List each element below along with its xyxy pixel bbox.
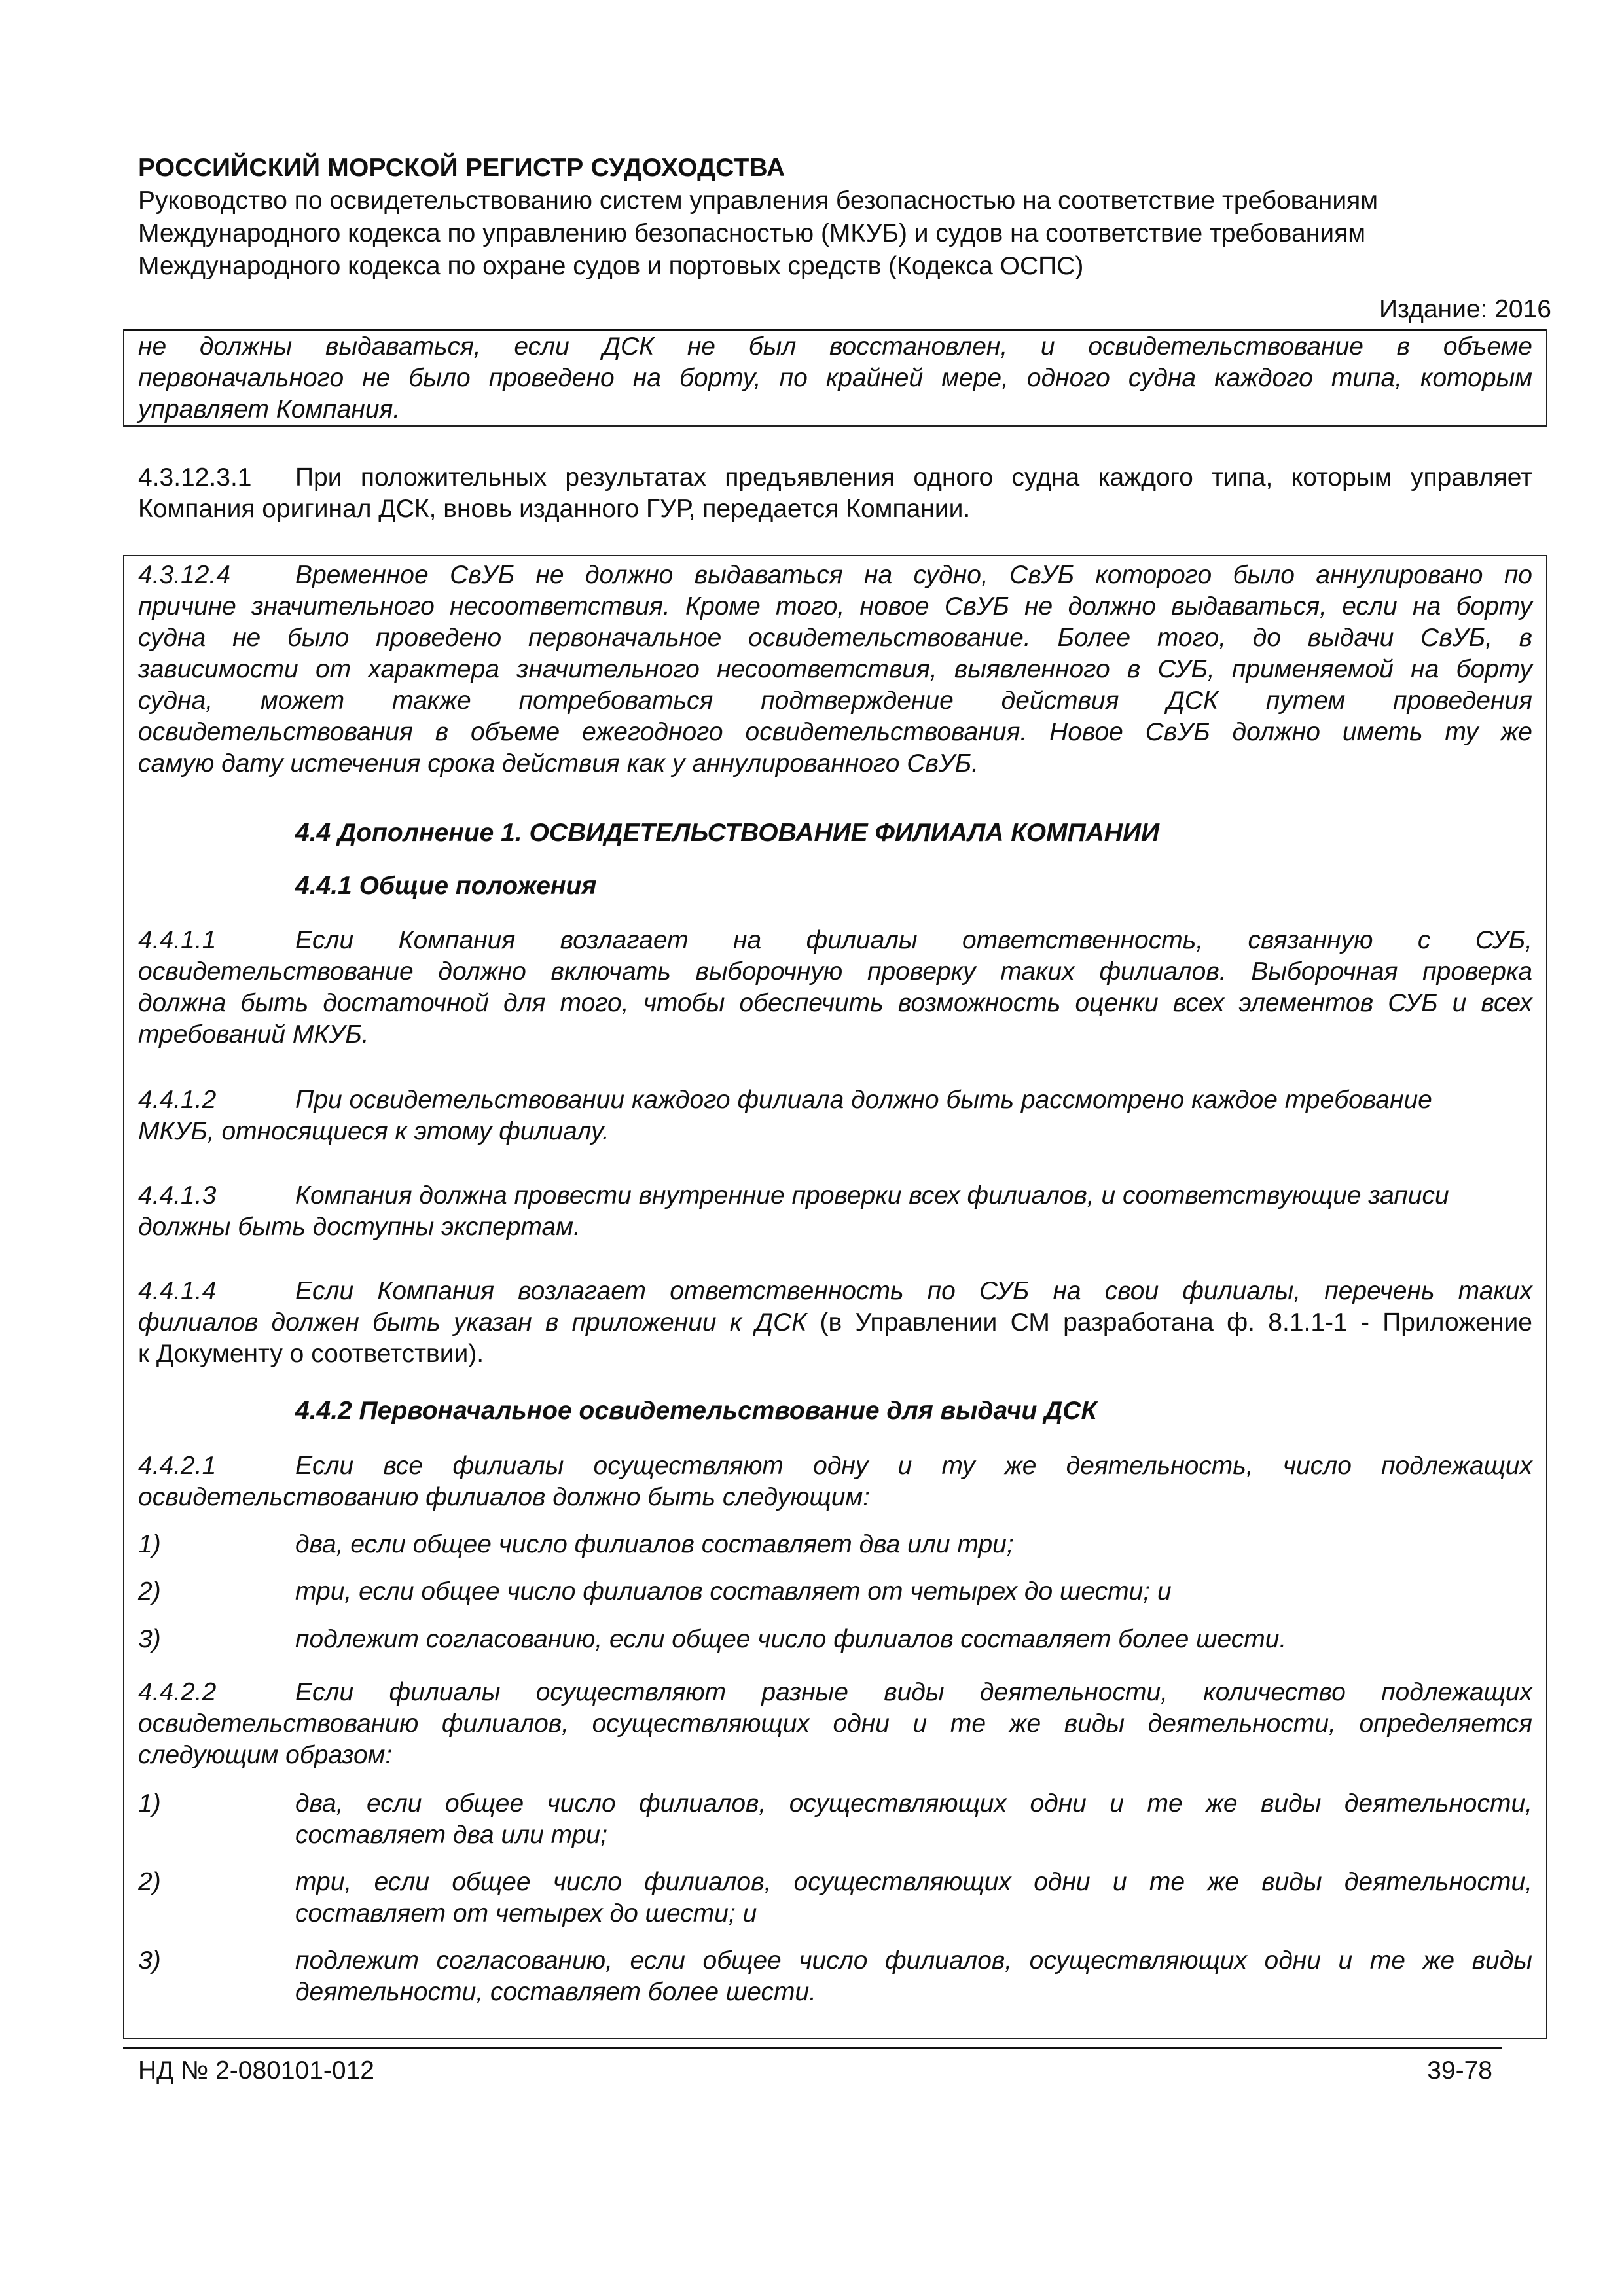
text-line: судна, может также потребоваться подтверждение действия ДСК путем проведения: [138, 687, 1532, 715]
list-number: 3): [138, 1625, 161, 1653]
text-line: следующим образом:: [138, 1741, 393, 1769]
list-number: 2): [138, 1868, 161, 1896]
paragraph-text-italic: филиалов должен быть указан в приложении к ДСК: [138, 1308, 807, 1336]
edition-label: Издание: 2016: [1379, 295, 1551, 323]
section-heading-4-4-2: 4.4.2 Первоначальное освидетельствование для выдачи ДСК: [295, 1397, 1097, 1425]
text-line: не должны выдаваться, если ДСК не был восстановлен, и освидетельствование в объеме: [138, 332, 1532, 361]
paragraph-text: Компания должна провести внутренние проверки всех филиалов, и соответствующие записи: [295, 1181, 1449, 1210]
paragraph-text: При освидетельствовании каждого филиала должно быть рассмотрено каждое требование: [295, 1086, 1432, 1114]
subtitle-line: Международного кодекса по охране судов и портовых средств (Кодекса ОСПС): [138, 252, 1084, 280]
text-line: два, если общее число филиалов, осуществляющих одни и те же виды деятельности,: [295, 1789, 1532, 1818]
list-number: 1): [138, 1530, 161, 1558]
paragraph-text: Если все филиалы осуществляют одну и ту же деятельность, число подлежащих: [295, 1452, 1532, 1480]
amendment-text-top: [138, 331, 1532, 425]
page-number: 39-78: [1427, 2056, 1492, 2085]
list-number: 1): [138, 1789, 161, 1818]
text-line: Компания оригинал ДСК, вновь изданного ГУР, передается Компании.: [138, 495, 971, 523]
text-line: составляет два или три;: [295, 1821, 607, 1849]
list-text: [295, 1945, 1532, 2008]
list-text: [295, 1788, 1532, 1851]
text-line: судна не было проведено первоначальное освидетельствование. Более того, до выдачи СвУБ, в: [138, 624, 1532, 652]
text-line: освидетельствование должно включать выборочную проверку таких филиалов. Выборочная проверка: [138, 958, 1532, 986]
text-line: самую дату истечения срока действия как у аннулированного СвУБ.: [138, 749, 979, 778]
list-text: три, если общее число филиалов составляет от четырех до шести; и: [295, 1577, 1172, 1605]
paragraph-4-4-1-1: [138, 925, 1532, 1050]
list-number: 3): [138, 1946, 161, 1975]
section-heading-4-4: 4.4 Дополнение 1. ОСВИДЕТЕЛЬСТВОВАНИЕ ФИЛИАЛА КОМПАНИИ: [295, 819, 1160, 847]
paragraph-4-4-2-2: [138, 1677, 1532, 1771]
list-text: подлежит согласованию, если общее число филиалов составляет более шести.: [295, 1625, 1287, 1653]
text-line: управляет Компания.: [138, 395, 401, 423]
document-subtitle: [138, 185, 1545, 283]
text-line: освидетельствованию филиалов должно быть следующим:: [138, 1483, 871, 1511]
text-line: должны быть доступны экспертам.: [138, 1213, 581, 1241]
subtitle-line: Международного кодекса по управлению безопасностью (МКУБ) и судов на соответствие требованиям: [138, 219, 1366, 247]
list-text: [295, 1867, 1532, 1929]
text-line: требований МКУБ.: [138, 1020, 369, 1049]
paragraph-text: При положительных результатах предъявления одного судна каждого типа, которым управляет: [295, 463, 1532, 492]
paragraph-text-plain: (в Управлении СМ разработана ф. 8.1.1-1 - Приложение: [806, 1308, 1532, 1336]
text-line: причине значительного несоответствия. Кроме того, новое СвУБ не должно выдаваться, если на борту: [138, 592, 1532, 620]
paragraph-text: Если филиалы осуществляют разные виды деятельности, количество подлежащих: [295, 1678, 1532, 1706]
text-line: должна быть достаточной для того, чтобы обеспечить возможность оценки всех элементов СУБ и всех: [138, 989, 1532, 1017]
document-number: НД № 2-080101-012: [138, 2056, 374, 2085]
footer-divider: [123, 2047, 1502, 2049]
text-line: [138, 1085, 1532, 1116]
paragraph-4-4-1-3: [138, 1180, 1532, 1243]
paragraph-text: Временное СвУБ не должно выдаваться на судно, СвУБ которого было аннулировано по: [295, 561, 1532, 589]
paragraph-4-4-2-1: [138, 1450, 1532, 1513]
section-heading-4-4-1: 4.4.1 Общие положения: [295, 872, 597, 900]
organization-title: РОССИЙСКИЙ МОРСКОЙ РЕГИСТР СУДОХОДСТВА: [138, 154, 785, 182]
paragraph-number: 4.4.2.1: [138, 1452, 217, 1480]
paragraph-text: Если Компания возлагает на филиалы ответственность, связанную с СУБ,: [295, 926, 1532, 954]
paragraph-number: 4.4.2.2: [138, 1678, 217, 1706]
paragraph-4-4-1-2: [138, 1085, 1532, 1147]
list-item: [138, 1867, 1532, 1929]
text-line: первоначального не было проведено на борту, по крайней мере, одного судна каждого типа, которым: [138, 364, 1532, 392]
text-line: к Документу о соответствии).: [138, 1340, 484, 1368]
list-text: два, если общее число филиалов составляет два или три;: [295, 1530, 1014, 1558]
list-item: [138, 1945, 1532, 2008]
text-line: [138, 1677, 1532, 1708]
text-line: [138, 925, 1532, 956]
text-line: составляет от четырех до шести; и: [295, 1899, 757, 1928]
text-line: зависимости от характера значительного несоответствия, выявленного в СУБ, применяемой на борту: [138, 655, 1532, 683]
text-line: [138, 560, 1532, 591]
paragraph-number: 4.4.1.1: [138, 926, 217, 954]
subtitle-line: Руководство по освидетельствованию систем управления безопасностью на соответствие требованиям: [138, 187, 1379, 215]
text-line: [138, 1307, 1532, 1338]
text-line: [138, 1276, 1532, 1307]
paragraph-number: 4.4.1.3: [138, 1181, 217, 1210]
paragraph-number: 4.3.12.4: [138, 561, 230, 589]
text-line: деятельности, составляет более шести.: [295, 1978, 816, 2006]
text-line: [138, 1450, 1532, 1482]
text-line: [138, 1180, 1532, 1211]
list-item: [138, 1788, 1532, 1851]
paragraph-number: 4.4.1.4: [138, 1277, 217, 1305]
paragraph-text: Если Компания возлагает ответственность по СУБ на свои филиалы, перечень таких: [295, 1277, 1532, 1305]
text-line: МКУБ, относящиеся к этому филиалу.: [138, 1117, 609, 1145]
paragraph-number: 4.3.12.3.1: [138, 463, 252, 492]
text-line: подлежит согласованию, если общее число филиалов, осуществляющих одни и те же виды: [295, 1946, 1532, 1975]
paragraph-4-3-12-3-1: [138, 462, 1532, 525]
text-line: три, если общее число филиалов, осуществляющих одни и те же виды деятельности,: [295, 1868, 1532, 1896]
paragraph-4-3-12-4: [138, 560, 1532, 780]
text-line: освидетельствования в объеме ежегодного освидетельствования. Новое СвУБ должно иметь ту же: [138, 718, 1532, 746]
paragraph-4-4-1-4: [138, 1276, 1532, 1370]
paragraph-number: 4.4.1.2: [138, 1086, 217, 1114]
list-number: 2): [138, 1577, 161, 1605]
text-line: [138, 462, 1532, 493]
text-line: освидетельствованию филиалов, осуществляющих одни и те же виды деятельности, определяется: [138, 1710, 1532, 1738]
